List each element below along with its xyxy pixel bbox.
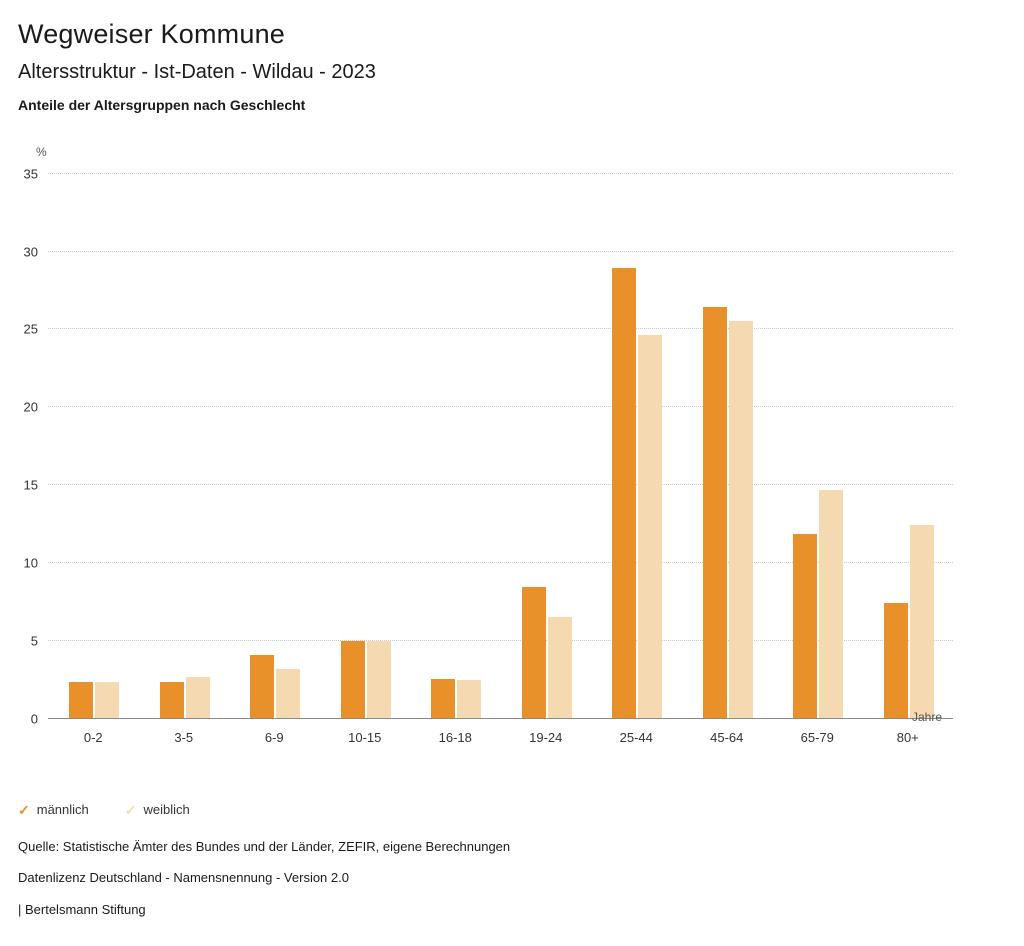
y-axis-tick-label: 5 <box>30 633 38 649</box>
x-axis-tick-label: 19-24 <box>529 729 563 745</box>
bar-group <box>591 173 682 745</box>
footer-line: Quelle: Statistische Ämter des Bundes und der Länder, ZEFIR, eigene Berechnungen <box>18 839 511 854</box>
legend-label: weiblich <box>143 802 190 817</box>
chart-footer <box>18 840 510 934</box>
bar[interactable] <box>884 603 908 718</box>
bar-group <box>501 173 592 745</box>
bar[interactable] <box>250 655 274 717</box>
check-icon: ✓ <box>18 801 30 818</box>
x-axis-tick-label: 25-44 <box>619 729 653 745</box>
y-axis-tick-label: 15 <box>23 477 38 493</box>
y-axis-unit-label: % <box>36 144 47 159</box>
legend-item-maennlich[interactable] <box>18 802 89 817</box>
page-subtitle: Altersstruktur - Ist-Daten - Wildau - 2023 <box>18 60 376 83</box>
bar[interactable] <box>431 679 455 718</box>
page-title: Wegweiser Kommune <box>18 19 286 49</box>
bar[interactable] <box>612 268 636 718</box>
header <box>0 0 1024 113</box>
chart-legend <box>18 802 218 817</box>
bar-group <box>320 173 411 745</box>
bar[interactable] <box>160 682 184 718</box>
x-axis-tick-label: 45-64 <box>710 729 744 745</box>
bar-group <box>772 173 863 745</box>
footer-line: Datenlizenz Deutschland - Namensnennung - Version 2.0 <box>18 870 349 886</box>
x-axis-unit-label: Jahre <box>912 709 943 724</box>
x-axis-tick-label: 3-5 <box>174 729 194 745</box>
chart-caption: Anteile der Altersgruppen nach Geschlecht <box>18 96 306 113</box>
y-axis-tick-label: 20 <box>23 399 38 415</box>
x-axis-tick-label: 80+ <box>896 729 919 745</box>
x-axis-tick-label: 0-2 <box>83 729 103 745</box>
legend-label: männlich <box>36 802 89 817</box>
bar[interactable] <box>548 617 572 718</box>
bar[interactable] <box>95 682 119 718</box>
bar[interactable] <box>367 641 391 717</box>
bar[interactable] <box>703 307 727 718</box>
bar-group <box>863 173 954 745</box>
x-axis-tick-label: 65-79 <box>800 729 834 745</box>
y-axis-tick-label: 30 <box>23 244 38 260</box>
bar-group <box>48 173 139 745</box>
chart-area <box>0 135 1024 775</box>
bar[interactable] <box>69 682 93 718</box>
y-axis-tick-label: 35 <box>23 166 38 182</box>
bar-group <box>682 173 773 745</box>
y-axis-tick-label: 10 <box>23 555 38 571</box>
bar[interactable] <box>276 669 300 717</box>
bar-group <box>410 173 501 745</box>
bar[interactable] <box>793 534 817 718</box>
bar[interactable] <box>819 490 843 717</box>
bar[interactable] <box>186 677 210 717</box>
bar-group <box>229 173 320 745</box>
bar[interactable] <box>910 525 934 718</box>
bar[interactable] <box>522 587 546 718</box>
x-axis-tick-label: 6-9 <box>264 729 284 745</box>
check-icon: ✓ <box>124 801 137 818</box>
bar[interactable] <box>341 641 365 717</box>
y-axis-tick-label: 25 <box>23 321 38 337</box>
bar-series-container <box>48 173 953 745</box>
bar[interactable] <box>457 680 481 717</box>
x-axis-tick-label: 10-15 <box>348 729 382 745</box>
x-axis-tick-label: 16-18 <box>438 729 472 745</box>
y-axis-tick-label: 0 <box>30 711 38 727</box>
footer-line: | Bertelsmann Stiftung <box>18 901 146 917</box>
legend-item-weiblich[interactable] <box>125 802 190 817</box>
bar-group <box>139 173 230 745</box>
bar[interactable] <box>729 321 753 718</box>
plot-region <box>23 166 953 745</box>
bar[interactable] <box>638 335 662 718</box>
